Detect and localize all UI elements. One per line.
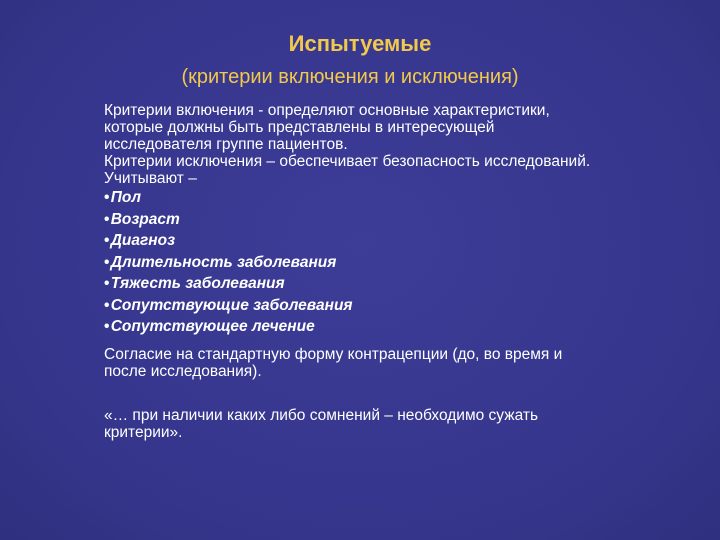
- quote-text: «… при наличии каких либо сомнений – необходимо сужать критерии».: [104, 406, 539, 441]
- bullet-icon: •: [104, 210, 110, 228]
- bullet-label: Сопутствующие заболевания: [110, 296, 353, 314]
- slide-subtitle: (критерии включения и исключения): [181, 66, 519, 88]
- bullet-label: Возраст: [110, 210, 180, 228]
- bullet-item: [104, 187, 604, 209]
- bullet-icon: •: [104, 189, 110, 206]
- bullet-icon: •: [104, 253, 110, 271]
- consent-text: Согласие на стандартную форму контрацепции (до, во время и после исследования).: [104, 345, 563, 380]
- exclusion-criteria-text: Критерии исключения – обеспечивает безопасность исследований.: [104, 153, 591, 170]
- bullet-item: [104, 295, 604, 317]
- bullet-item: [104, 209, 604, 231]
- bullet-label: Длительность заболевания: [110, 253, 337, 271]
- bullet-icon: •: [104, 296, 110, 314]
- bullet-icon: •: [104, 275, 110, 292]
- consider-text: Учитывают –: [104, 170, 197, 187]
- bullet-label: Диагноз: [110, 232, 176, 249]
- bullet-item: [104, 230, 604, 252]
- bullet-item: [104, 273, 604, 295]
- bullet-item: [104, 316, 604, 338]
- slide-body: [104, 102, 604, 441]
- bullet-label: Тяжесть заболевания: [110, 275, 285, 292]
- bullet-label: Сопутствующее лечение: [110, 318, 315, 335]
- bullet-icon: •: [104, 318, 110, 335]
- inclusion-criteria-text: Критерии включения - определяют основные характеристики, которые должны быть представлены в интересующей исследователя группе пациентов.: [104, 102, 550, 153]
- bullet-item: [104, 252, 604, 274]
- slide-title: Испытуемые: [288, 31, 432, 56]
- bullet-label: Пол: [110, 189, 141, 206]
- bullet-icon: •: [104, 232, 110, 249]
